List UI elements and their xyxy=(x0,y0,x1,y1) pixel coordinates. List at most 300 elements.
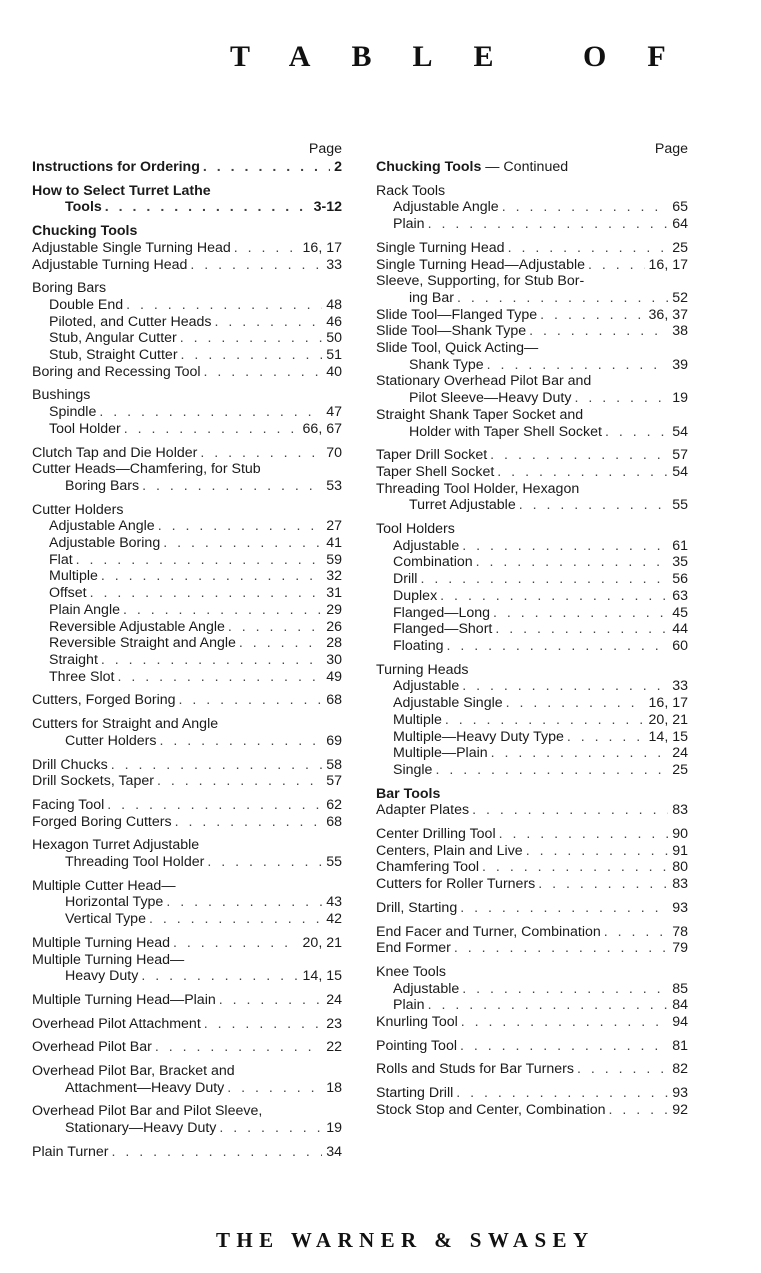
toc-entry-page: 24 xyxy=(326,991,342,1008)
toc-entry-page: 36, 37 xyxy=(648,306,688,323)
dot-leader xyxy=(503,695,645,712)
toc-entry-page: 43 xyxy=(326,894,342,911)
dot-leader xyxy=(443,638,668,655)
toc-entry xyxy=(376,447,688,464)
toc-entry-label: Slide Tool—Shank Type xyxy=(376,323,527,340)
toc-entry xyxy=(32,635,342,652)
toc-entry-page: 46 xyxy=(326,313,342,330)
dot-leader xyxy=(160,535,322,552)
toc-entry-page: 92 xyxy=(672,1101,688,1118)
toc-entry-page: 85 xyxy=(672,980,688,997)
dot-leader xyxy=(121,421,299,438)
toc-entry-page: 42 xyxy=(326,911,342,928)
toc-entry-label: Adjustable Turning Head xyxy=(32,256,188,273)
toc-entry xyxy=(32,297,342,314)
toc-entry-label: Spindle xyxy=(49,404,97,421)
dot-leader xyxy=(454,290,668,307)
dot-leader xyxy=(155,518,323,535)
toc-entry-page: 83 xyxy=(672,802,688,819)
toc-entry-page: 55 xyxy=(326,854,342,871)
dot-leader xyxy=(451,940,668,957)
toc-entry-label: Overhead Pilot Attachment xyxy=(32,1015,201,1032)
dot-leader xyxy=(236,635,322,652)
toc-entry-page: 32 xyxy=(326,568,342,585)
toc-entry-label: Adjustable Boring xyxy=(49,535,161,552)
toc-heading: Slide Tool, Quick Acting— xyxy=(376,340,539,357)
dot-leader xyxy=(496,826,669,843)
dot-leader xyxy=(163,894,322,911)
page-column-header: Page xyxy=(308,141,342,157)
toc-entry xyxy=(32,757,342,774)
toc-entry xyxy=(376,1085,688,1102)
toc-entry xyxy=(376,390,688,407)
toc-entry-label: Center Drilling Tool xyxy=(376,826,496,843)
toc-entry-label: Forged Boring Cutters xyxy=(32,813,172,830)
toc-entry-page: 16, 17 xyxy=(302,239,342,256)
toc-entry-page: 52 xyxy=(672,289,688,306)
dot-leader xyxy=(526,323,668,340)
toc-entry-page: 26 xyxy=(326,618,342,635)
dot-leader xyxy=(231,240,299,257)
dot-leader xyxy=(108,757,323,774)
toc-entry-label: Single Turning Head—Adjustable xyxy=(376,256,586,273)
toc-entry-page: 59 xyxy=(326,551,342,568)
toc-heading: Overhead Pilot Bar and Pilot Sleeve, xyxy=(32,1103,263,1120)
toc-heading: Threading Tool Holder, Hexagon xyxy=(376,480,580,497)
dot-leader xyxy=(585,257,645,274)
dot-leader xyxy=(425,997,669,1014)
dot-leader xyxy=(425,216,669,233)
toc-entry-page: 83 xyxy=(672,876,688,893)
toc-entry xyxy=(376,1014,688,1031)
dot-leader xyxy=(225,619,322,636)
toc-heading: Bushings xyxy=(32,387,91,404)
toc-entry-page: 69 xyxy=(326,732,342,749)
toc-entry xyxy=(32,585,342,602)
toc-entry-page: 68 xyxy=(326,692,342,709)
toc-heading: Cutter Holders xyxy=(32,501,124,518)
toc-heading: Tool Holders xyxy=(376,521,455,538)
toc-entry xyxy=(376,638,688,655)
dot-leader xyxy=(87,585,323,602)
toc-entry xyxy=(32,968,342,985)
toc-entry xyxy=(376,605,688,622)
toc-entry-label: Instructions for Ordering xyxy=(32,159,200,175)
toc-entry xyxy=(376,621,688,638)
toc-entry-label: Straight xyxy=(49,651,98,668)
toc-entry xyxy=(376,323,688,340)
dot-leader xyxy=(571,390,668,407)
toc-entry-label: Cutters for Roller Turners xyxy=(376,876,536,893)
toc-entry-label: Floating xyxy=(393,637,444,654)
toc-entry-label: Combination xyxy=(393,554,473,571)
toc-entry-page: 68 xyxy=(326,813,342,830)
toc-entry-label: Shank Type xyxy=(409,356,484,373)
toc-entry xyxy=(32,552,342,569)
toc-entry xyxy=(32,314,342,331)
toc-entry xyxy=(376,1102,688,1119)
toc-entry-label: Vertical Type xyxy=(65,911,146,928)
toc-entry-label: Adjustable xyxy=(393,537,460,554)
toc-entry-label: Pilot Sleeve—Heavy Duty xyxy=(409,390,572,407)
toc-entry-label: Plain Turner xyxy=(32,1143,109,1160)
dot-leader xyxy=(564,729,645,746)
toc-left-column xyxy=(32,140,342,1161)
toc-entry xyxy=(376,497,688,514)
toc-entry-label: ing Bar xyxy=(409,289,454,306)
toc-entry-page: 30 xyxy=(326,651,342,668)
toc-entry xyxy=(376,307,688,324)
toc-entry-page: 55 xyxy=(672,497,688,514)
toc-entry-page: 29 xyxy=(326,601,342,618)
toc-entry-label: Holder with Taper Shell Socket xyxy=(409,423,602,440)
toc-heading: Turning Heads xyxy=(376,661,469,678)
toc-entry-label: Stub, Angular Cutter xyxy=(49,330,177,347)
toc-entry xyxy=(32,911,342,928)
toc-entry-label: Drill Sockets, Taper xyxy=(32,773,154,790)
toc-entry-page: 82 xyxy=(672,1061,688,1078)
dot-leader xyxy=(459,678,668,695)
toc-entry-label: Stock Stop and Center, Combination xyxy=(376,1101,606,1118)
dot-leader xyxy=(204,854,322,871)
dot-leader xyxy=(152,1039,322,1056)
toc-entry-label: End Facer and Turner, Combination xyxy=(376,923,601,940)
toc-entry-label: Flanged—Short xyxy=(393,621,493,638)
toc-entry-label: Adjustable xyxy=(393,980,460,997)
dot-leader xyxy=(505,240,669,257)
toc-entry-label: Stub, Straight Cutter xyxy=(49,347,178,364)
toc-entry-page: 54 xyxy=(672,463,688,480)
toc-entry xyxy=(376,876,688,893)
toc-entry xyxy=(376,571,688,588)
dot-leader xyxy=(459,981,668,998)
toc-entry-page: 40 xyxy=(326,363,342,380)
toc-entry-page: 80 xyxy=(672,859,688,876)
toc-entry xyxy=(32,240,342,257)
dot-leader xyxy=(453,1085,668,1102)
toc-entry xyxy=(376,695,688,712)
toc-heading: Knee Tools xyxy=(376,963,446,980)
toc-entry-page: 39 xyxy=(672,356,688,373)
dot-leader xyxy=(437,588,668,605)
dot-leader xyxy=(574,1061,668,1078)
toc-entry-label: Multiple—Heavy Duty Type xyxy=(393,728,564,745)
dot-leader xyxy=(139,478,322,495)
toc-entry xyxy=(32,518,342,535)
toc-entry xyxy=(376,859,688,876)
toc-entry-label: Three Slot xyxy=(49,668,115,685)
toc-entry-label: Overhead Pilot Bar xyxy=(32,1039,152,1056)
toc-entry xyxy=(32,1016,342,1033)
toc-entry-page: 2 xyxy=(334,159,342,175)
dot-leader xyxy=(176,692,323,709)
toc-entry-page: 84 xyxy=(672,997,688,1014)
toc-entry xyxy=(32,814,342,831)
toc-entry xyxy=(376,199,688,216)
dot-leader xyxy=(123,297,322,314)
toc-entry-label: Slide Tool—Flanged Type xyxy=(376,306,538,323)
dot-leader xyxy=(178,347,323,364)
toc-entry-page: 66, 67 xyxy=(302,420,342,437)
dot-leader xyxy=(187,257,322,274)
toc-entry-page: 50 xyxy=(326,330,342,347)
toc-entry-page: 20, 21 xyxy=(302,934,342,951)
toc-entries-right xyxy=(376,159,688,1119)
dot-leader xyxy=(499,199,669,216)
toc-heading: Chucking Tools xyxy=(32,223,138,240)
dot-leader xyxy=(442,712,645,729)
publisher-footer: THE WARNER & SWASEY xyxy=(216,1228,595,1252)
toc-entry-page: 25 xyxy=(672,761,688,778)
toc-entry-label: Adapter Plates xyxy=(376,802,470,819)
toc-entry-page: 60 xyxy=(672,637,688,654)
toc-entry-label: Piloted, and Cutter Heads xyxy=(49,313,212,330)
toc-entry xyxy=(32,1120,342,1137)
toc-entry-page: 33 xyxy=(326,256,342,273)
toc-entry-label: Cutter Holders xyxy=(65,732,157,749)
dot-leader xyxy=(197,445,322,462)
toc-entry-page: 28 xyxy=(326,635,342,652)
toc-entry-label: Drill Chucks xyxy=(32,756,108,773)
toc-entry-label: Threading Tool Holder xyxy=(65,854,205,871)
toc-entry-label: Cutters, Forged Boring xyxy=(32,692,176,709)
toc-entry-page: 25 xyxy=(672,239,688,256)
toc-heading-bold-part: Chucking Tools xyxy=(376,159,482,175)
dot-leader xyxy=(177,330,322,347)
toc-entry-page: 33 xyxy=(672,678,688,695)
dot-leader xyxy=(98,568,322,585)
toc-entry-label: Heavy Duty xyxy=(65,968,139,985)
toc-entry-label: Adjustable Angle xyxy=(49,518,155,535)
dot-leader xyxy=(216,992,322,1009)
toc-entry-label: Flat xyxy=(49,551,73,568)
toc-heading: Sleeve, Supporting, for Stub Bor- xyxy=(376,273,585,290)
toc-entry-page: 57 xyxy=(326,773,342,790)
toc-entry-page: 44 xyxy=(672,621,688,638)
toc-entry-page: 47 xyxy=(326,404,342,421)
toc-entry-label: Single Turning Head xyxy=(376,239,505,256)
toc-heading: Bar Tools xyxy=(376,785,441,802)
toc-entry xyxy=(376,257,688,274)
toc-entry-label: Reversible Adjustable Angle xyxy=(49,618,225,635)
toc-entry xyxy=(32,421,342,438)
toc-heading: How to Select Turret Lathe xyxy=(32,182,211,199)
toc-entry xyxy=(376,357,688,374)
toc-heading-rest: — Continued xyxy=(481,159,569,175)
toc-entry xyxy=(32,445,342,462)
toc-entry xyxy=(376,900,688,917)
toc-entry-label: Offset xyxy=(49,585,87,602)
toc-entry-page: 35 xyxy=(672,554,688,571)
dot-leader xyxy=(170,935,299,952)
toc-entry-label: Adjustable Single Turning Head xyxy=(32,239,231,256)
toc-entry xyxy=(32,652,342,669)
toc-entry xyxy=(376,981,688,998)
toc-entry-label: Duplex xyxy=(393,587,438,604)
dot-leader xyxy=(535,876,668,893)
toc-entry xyxy=(32,894,342,911)
toc-entry-page: 70 xyxy=(326,444,342,461)
toc-entry-page: 62 xyxy=(326,796,342,813)
toc-entry-page: 94 xyxy=(672,1014,688,1031)
toc-entry xyxy=(376,538,688,555)
toc-entry-page: 31 xyxy=(326,585,342,602)
toc-entry-label: Adjustable xyxy=(393,678,460,695)
toc-entry xyxy=(376,843,688,860)
toc-entries-left xyxy=(32,159,342,1161)
dot-leader xyxy=(172,814,323,831)
dot-leader xyxy=(606,1102,669,1119)
dot-leader xyxy=(490,605,668,622)
toc-entry xyxy=(376,678,688,695)
toc-entry-page: 41 xyxy=(326,535,342,552)
dot-leader xyxy=(487,447,668,464)
toc-entry xyxy=(376,802,688,819)
dot-leader xyxy=(417,571,668,588)
dot-leader xyxy=(469,802,668,819)
dot-leader xyxy=(516,497,668,514)
dot-leader xyxy=(488,745,669,762)
toc-entry-page: 90 xyxy=(672,826,688,843)
toc-entry xyxy=(32,773,342,790)
toc-entry-page: 16, 17 xyxy=(648,256,688,273)
dot-leader xyxy=(154,773,322,790)
toc-entry-label: Taper Shell Socket xyxy=(376,463,495,480)
toc-entry-page: 91 xyxy=(672,842,688,859)
toc-entry-label: Taper Drill Socket xyxy=(376,447,488,464)
dot-leader xyxy=(109,1144,323,1161)
toc-entry xyxy=(32,347,342,364)
toc-entry-page: 93 xyxy=(672,1085,688,1102)
toc-entry-label: End Former xyxy=(376,940,451,957)
toc-entry-page: 16, 17 xyxy=(648,695,688,712)
toc-heading: Hexagon Turret Adjustable xyxy=(32,837,200,854)
toc-entry-label: Adjustable Angle xyxy=(393,199,499,216)
toc-entry-page: 34 xyxy=(326,1143,342,1160)
toc-entry-page: 64 xyxy=(672,216,688,233)
dot-leader xyxy=(473,554,669,571)
toc-entry xyxy=(32,199,342,216)
toc-entry-page: 81 xyxy=(672,1037,688,1054)
toc-entry xyxy=(376,1061,688,1078)
toc-heading: Cutter Heads—Chamfering, for Stub xyxy=(32,461,261,478)
toc-entry-label: Stationary—Heavy Duty xyxy=(65,1120,217,1137)
toc-heading: Multiple Cutter Head— xyxy=(32,877,176,894)
toc-entry-page: 18 xyxy=(326,1079,342,1096)
toc-entry-page: 54 xyxy=(672,423,688,440)
toc-entry-label: Plain xyxy=(393,216,425,233)
toc-entry xyxy=(32,364,342,381)
toc-entry xyxy=(376,924,688,941)
toc-entry-label: Boring and Recessing Tool xyxy=(32,363,201,380)
toc-heading: Cutters for Straight and Angle xyxy=(32,716,219,733)
toc-entry-page: 3-12 xyxy=(313,199,342,216)
dot-leader xyxy=(96,404,322,421)
toc-entry xyxy=(376,1038,688,1055)
toc-entry-page: 49 xyxy=(326,668,342,685)
toc-entry-page: 58 xyxy=(326,756,342,773)
toc-entry-label: Tool Holder xyxy=(49,420,121,437)
dot-leader xyxy=(432,762,668,779)
dot-leader xyxy=(201,1016,322,1033)
toc-entry xyxy=(32,797,342,814)
toc-entry-label: Knurling Tool xyxy=(376,1014,458,1031)
toc-entry xyxy=(376,424,688,441)
dot-leader xyxy=(138,968,298,985)
toc-entry xyxy=(376,997,688,1014)
dot-leader xyxy=(224,1080,322,1097)
toc-entry-page: 19 xyxy=(672,390,688,407)
toc-entry xyxy=(32,478,342,495)
dot-leader xyxy=(484,357,669,374)
toc-entry-label: Horizontal Type xyxy=(65,894,164,911)
dot-leader xyxy=(457,1038,668,1055)
toc-entry xyxy=(32,568,342,585)
dot-leader xyxy=(494,464,668,481)
dot-leader xyxy=(73,552,323,569)
toc-entry-page: 56 xyxy=(672,571,688,588)
toc-entry-page: 22 xyxy=(326,1039,342,1056)
dot-leader xyxy=(479,859,668,876)
toc-entry xyxy=(32,602,342,619)
toc-entry xyxy=(32,935,342,952)
toc-entry-label: Clutch Tap and Die Holder xyxy=(32,444,198,461)
toc-entry-page: 53 xyxy=(326,477,342,494)
toc-entry-page: 65 xyxy=(672,199,688,216)
toc-entry xyxy=(376,712,688,729)
toc-entry-label: Starting Drill xyxy=(376,1085,454,1102)
toc-entry-label: Turret Adjustable xyxy=(409,497,516,514)
dot-leader xyxy=(458,1014,668,1031)
toc-entry-page: 27 xyxy=(326,518,342,535)
toc-entry xyxy=(376,745,688,762)
toc-entry xyxy=(32,1080,342,1097)
toc-entry-page: 57 xyxy=(672,447,688,464)
dot-leader xyxy=(457,900,668,917)
toc-entry-label: Multiple Turning Head—Plain xyxy=(32,991,216,1008)
toc-entry xyxy=(32,669,342,686)
dot-leader xyxy=(98,652,322,669)
toc-entry xyxy=(32,854,342,871)
toc-entry xyxy=(32,733,342,750)
dot-leader xyxy=(104,797,322,814)
toc-heading xyxy=(376,159,688,176)
toc-heading: Straight Shank Taper Socket and xyxy=(376,406,584,423)
toc-entry-page: 38 xyxy=(672,323,688,340)
toc-entry xyxy=(376,464,688,481)
toc-entry xyxy=(376,940,688,957)
dot-leader xyxy=(146,911,322,928)
dot-leader xyxy=(114,669,322,686)
page-title: TABLE OF xyxy=(230,40,707,73)
toc-entry xyxy=(32,692,342,709)
dot-leader xyxy=(537,307,644,324)
toc-heading: Multiple Turning Head— xyxy=(32,951,185,968)
dot-leader xyxy=(156,733,322,750)
toc-entry-label: Tools xyxy=(65,199,102,216)
dot-leader xyxy=(120,602,322,619)
toc-right-column xyxy=(376,140,688,1119)
toc-entry xyxy=(32,1039,342,1056)
toc-heading: Boring Bars xyxy=(32,280,107,297)
toc-entry xyxy=(32,619,342,636)
toc-entry-page: 51 xyxy=(326,347,342,364)
dot-leader xyxy=(492,621,668,638)
dot-leader xyxy=(201,364,323,381)
toc-entry xyxy=(376,290,688,307)
toc-entry-label: Multiple xyxy=(49,568,98,585)
toc-heading: Rack Tools xyxy=(376,182,446,199)
